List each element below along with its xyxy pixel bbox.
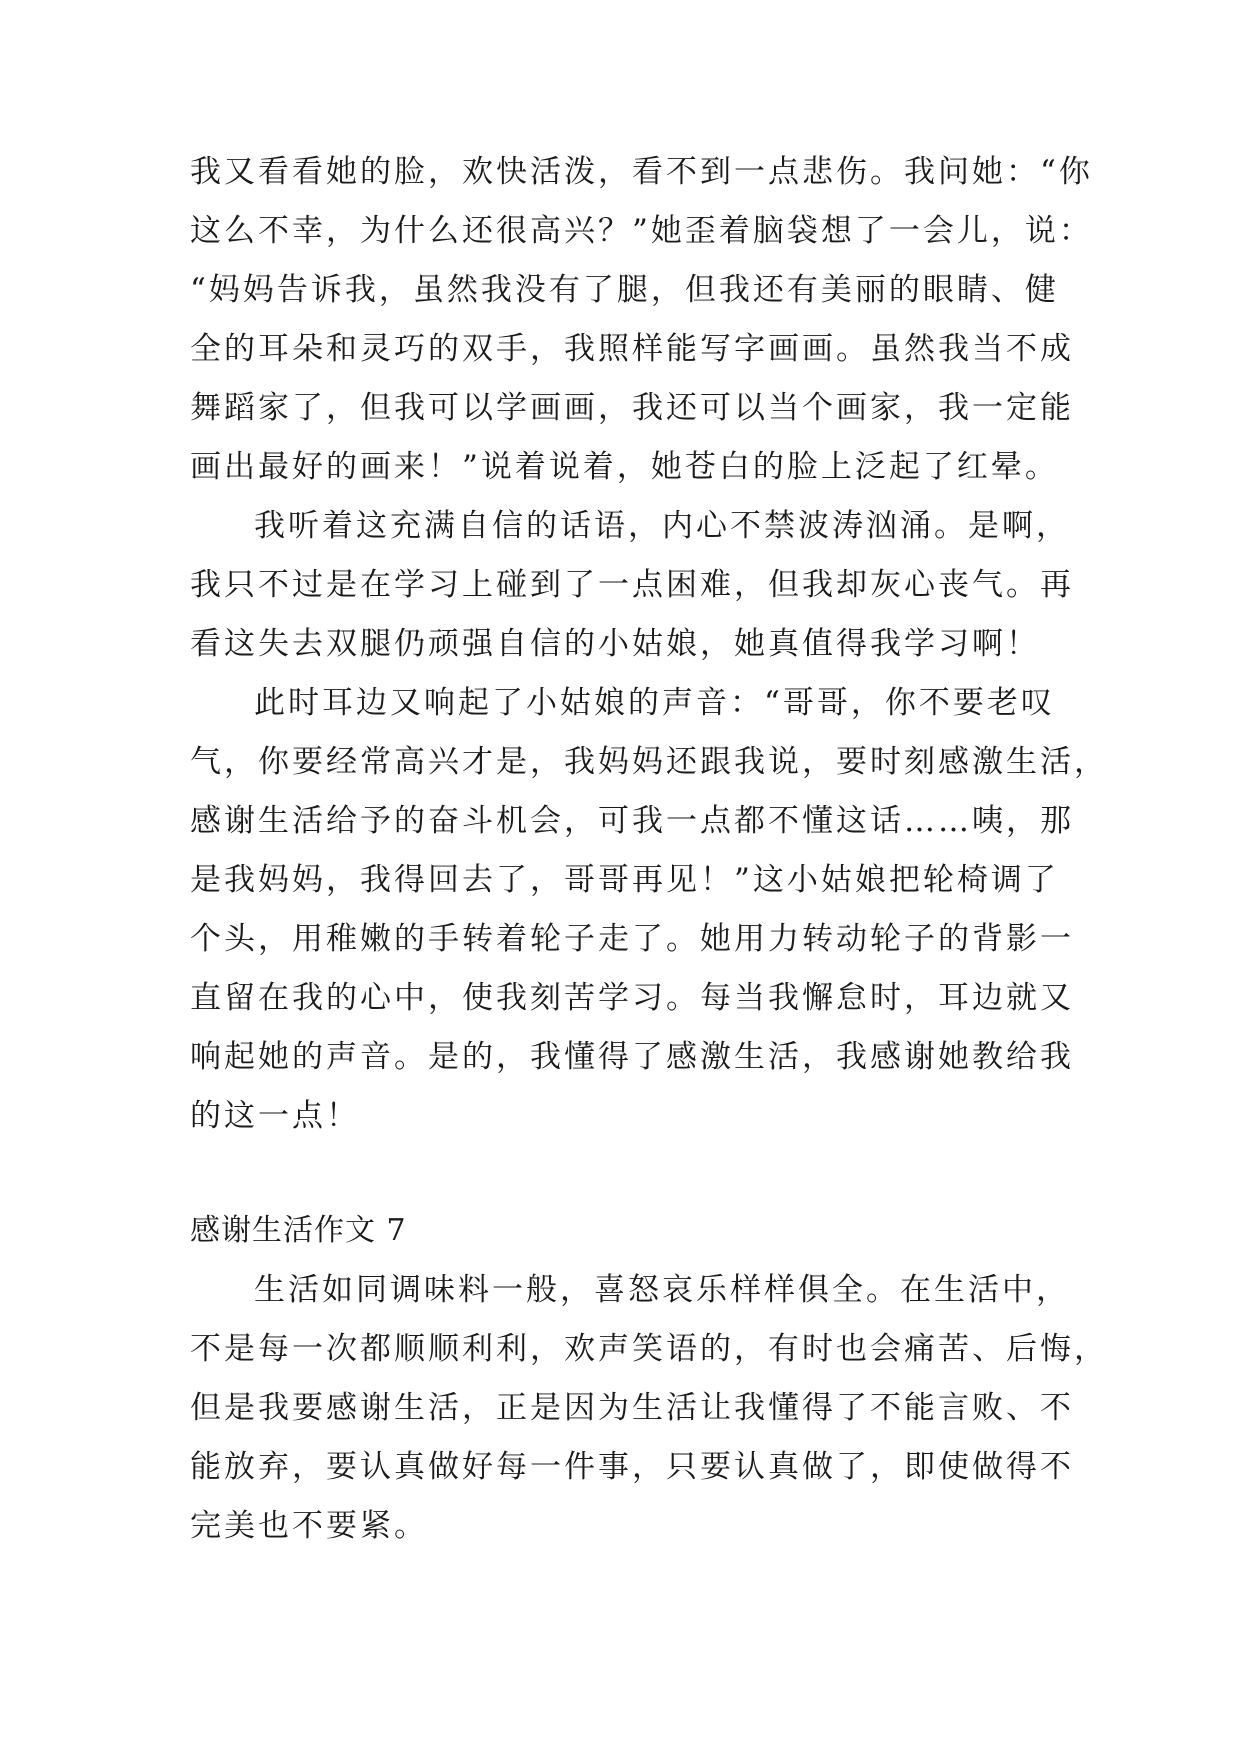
text-line: 画出最好的画来！”说着说着，她苍白的脸上泛起了红晕。 [190, 449, 1059, 485]
text-line: 直留在我的心中，使我刻苦学习。每当我懈怠时，耳边就又 [190, 980, 1074, 1016]
text-line: 舞蹈家了，但我可以学画画，我还可以当个画家，我一定能 [190, 390, 1074, 426]
text-line: 我听着这充满自信的话语，内心不禁波涛汹涌。是啊， [254, 508, 1070, 544]
text-line: 能放弃，要认真做好每一件事，只要认真做了，即使做得不 [190, 1449, 1074, 1485]
text-line: 完美也不要紧。 [190, 1508, 428, 1544]
text-line: “妈妈告诉我，虽然我没有了腿，但我还有美丽的眼睛、健 [190, 272, 1059, 308]
text-line: 感谢生活给予的奋斗机会，可我一点都不懂这话……咦，那 [190, 803, 1074, 839]
text-line: 的这一点！ [190, 1098, 360, 1134]
text-line: 个头，用稚嫩的手转着轮子走了。她用力转动轮子的背影一 [190, 921, 1074, 957]
text-line: 气，你要经常高兴才是，我妈妈还跟我说，要时刻感激生活， [190, 744, 1108, 780]
text-line: 但是我要感谢生活，正是因为生活让我懂得了不能言败、不 [190, 1390, 1074, 1426]
text-line: 生活如同调味料一般，喜怒哀乐样样俱全。在生活中， [254, 1272, 1070, 1308]
text-line: 这么不幸，为什么还很高兴？”她歪着脑袋想了一会儿，说： [190, 213, 1093, 249]
text-line: 此时耳边又响起了小姑娘的声音：“哥哥，你不要老叹 [254, 685, 1055, 721]
section-title: 感谢生活作文 7 [190, 1213, 407, 1248]
text-line: 我只不过是在学习上碰到了一点困难，但我却灰心丧气。再 [190, 567, 1074, 603]
text-line: 我又看看她的脸，欢快活泼，看不到一点悲伤。我问她：“你 [190, 154, 1093, 190]
text-line: 是我妈妈，我得回去了，哥哥再见！”这小姑娘把轮椅调了 [190, 862, 1059, 898]
text-line: 全的耳朵和灵巧的双手，我照样能写字画画。虽然我当不成 [190, 331, 1074, 367]
text-line: 不是每一次都顺顺利利，欢声笑语的，有时也会痛苦、后悔， [190, 1331, 1108, 1367]
text-line: 看这失去双腿仍顽强自信的小姑娘，她真值得我学习啊！ [190, 626, 1040, 662]
text-line: 响起她的声音。是的，我懂得了感激生活，我感谢她教给我 [190, 1039, 1074, 1075]
